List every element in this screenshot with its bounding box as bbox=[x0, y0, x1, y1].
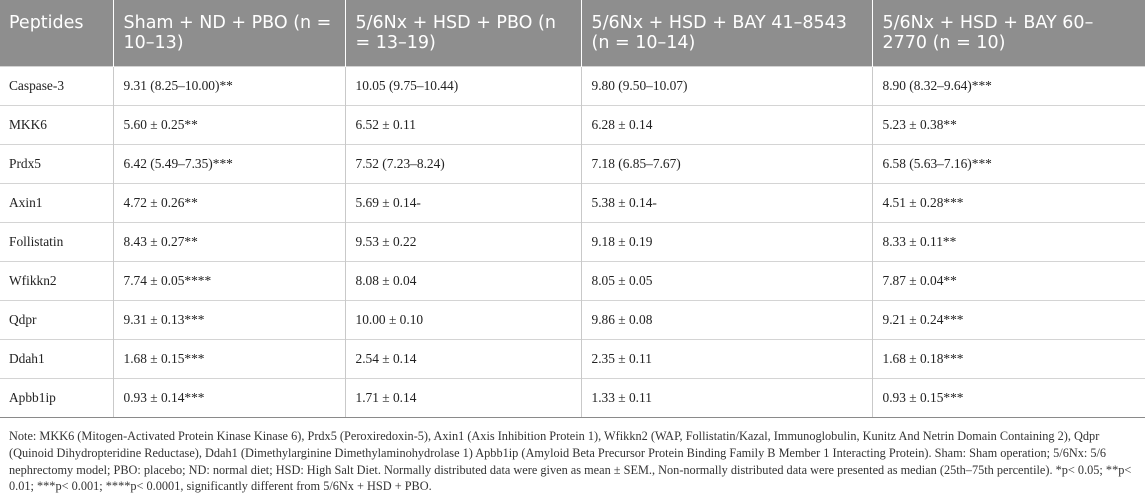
table-row bbox=[0, 144, 1145, 183]
nx-hsd-bay60-cell: 7.87 ± 0.04** bbox=[872, 261, 1145, 300]
nx-hsd-bay41-cell: 7.18 (6.85–7.67) bbox=[581, 144, 872, 183]
header-nx-hsd-bay60: 5/6Nx + HSD + BAY 60–2770 (n = 10) bbox=[872, 0, 1145, 66]
table-body bbox=[0, 66, 1145, 417]
nx-hsd-bay60-cell: 8.33 ± 0.11** bbox=[872, 222, 1145, 261]
sham-nd-pbo-cell: 7.74 ± 0.05**** bbox=[113, 261, 345, 300]
nx-hsd-pbo-cell: 10.05 (9.75–10.44) bbox=[345, 66, 581, 105]
table-row bbox=[0, 339, 1145, 378]
peptide-name-cell: Axin1 bbox=[0, 183, 113, 222]
nx-hsd-pbo-cell: 5.69 ± 0.14- bbox=[345, 183, 581, 222]
nx-hsd-bay60-cell: 5.23 ± 0.38** bbox=[872, 105, 1145, 144]
nx-hsd-bay60-cell: 0.93 ± 0.15*** bbox=[872, 378, 1145, 417]
nx-hsd-pbo-cell: 2.54 ± 0.14 bbox=[345, 339, 581, 378]
table-row bbox=[0, 183, 1145, 222]
header-nx-hsd-bay41: 5/6Nx + HSD + BAY 41–8543 (n = 10–14) bbox=[581, 0, 872, 66]
table-header bbox=[0, 0, 1145, 66]
nx-hsd-bay41-cell: 5.38 ± 0.14- bbox=[581, 183, 872, 222]
table-row bbox=[0, 105, 1145, 144]
nx-hsd-bay41-cell: 9.86 ± 0.08 bbox=[581, 300, 872, 339]
peptide-name-cell: Wfikkn2 bbox=[0, 261, 113, 300]
peptide-name-cell: MKK6 bbox=[0, 105, 113, 144]
table-row bbox=[0, 66, 1145, 105]
sham-nd-pbo-cell: 9.31 ± 0.13*** bbox=[113, 300, 345, 339]
nx-hsd-bay41-cell: 8.05 ± 0.05 bbox=[581, 261, 872, 300]
peptide-name-cell: Follistatin bbox=[0, 222, 113, 261]
nx-hsd-pbo-cell: 6.52 ± 0.11 bbox=[345, 105, 581, 144]
header-sham-nd-pbo: Sham + ND + PBO (n = 10–13) bbox=[113, 0, 345, 66]
nx-hsd-bay41-cell: 6.28 ± 0.14 bbox=[581, 105, 872, 144]
nx-hsd-bay41-cell: 9.80 (9.50–10.07) bbox=[581, 66, 872, 105]
table-row bbox=[0, 261, 1145, 300]
peptide-name-cell: Ddah1 bbox=[0, 339, 113, 378]
nx-hsd-bay60-cell: 8.90 (8.32–9.64)*** bbox=[872, 66, 1145, 105]
table-row bbox=[0, 378, 1145, 417]
header-nx-hsd-pbo: 5/6Nx + HSD + PBO (n = 13–19) bbox=[345, 0, 581, 66]
nx-hsd-bay60-cell: 9.21 ± 0.24*** bbox=[872, 300, 1145, 339]
nx-hsd-bay41-cell: 1.33 ± 0.11 bbox=[581, 378, 872, 417]
peptide-name-cell: Qdpr bbox=[0, 300, 113, 339]
sham-nd-pbo-cell: 9.31 (8.25–10.00)** bbox=[113, 66, 345, 105]
sham-nd-pbo-cell: 0.93 ± 0.14*** bbox=[113, 378, 345, 417]
sham-nd-pbo-cell: 1.68 ± 0.15*** bbox=[113, 339, 345, 378]
peptide-name-cell: Caspase-3 bbox=[0, 66, 113, 105]
table-row bbox=[0, 222, 1145, 261]
nx-hsd-bay60-cell: 6.58 (5.63–7.16)*** bbox=[872, 144, 1145, 183]
nx-hsd-pbo-cell: 8.08 ± 0.04 bbox=[345, 261, 581, 300]
sham-nd-pbo-cell: 8.43 ± 0.27** bbox=[113, 222, 345, 261]
sham-nd-pbo-cell: 6.42 (5.49–7.35)*** bbox=[113, 144, 345, 183]
table-footnote: Note: MKK6 (Mitogen-Activated Protein Kinase Kinase 6), Prdx5 (Peroxiredoxin-5), Axin1 (Axis Inhibition Protein 1), Wfikkn2 (WAP, Follistatin/Kazal, Immunoglobulin, Kunitz And Netrin Domain Containing 2), Qdpr (Quinoid Dihydropteridine Reductase), Ddah1 (Dimethylarginine Dimethylaminohydrolase 1) Apbb1ip (Amyloid Beta Precursor Protein Binding Family B Member 1 Interacting Protein). Sham: Sham operation; 5/6Nx: 5/6 nephrectomy model; PBO: placebo; ND: normal diet; HSD: High Salt Diet. Normally distributed data were given as mean ± SEM., Non-normally distributed data were presented as median (25th–75th percentile). *p< 0.05; **p< 0.01; ***p< 0.001; ****p< 0.0001, significantly different from 5/6Nx + HSD + PBO. bbox=[9, 429, 1132, 494]
header-peptides: Peptides bbox=[9, 13, 84, 33]
nx-hsd-pbo-cell: 9.53 ± 0.22 bbox=[345, 222, 581, 261]
nx-hsd-pbo-cell: 1.71 ± 0.14 bbox=[345, 378, 581, 417]
header-row bbox=[0, 0, 1145, 66]
nx-hsd-bay41-cell: 2.35 ± 0.11 bbox=[581, 339, 872, 378]
peptide-name-cell: Prdx5 bbox=[0, 144, 113, 183]
nx-hsd-bay60-cell: 1.68 ± 0.18*** bbox=[872, 339, 1145, 378]
nx-hsd-pbo-cell: 7.52 (7.23–8.24) bbox=[345, 144, 581, 183]
sham-nd-pbo-cell: 5.60 ± 0.25** bbox=[113, 105, 345, 144]
nx-hsd-pbo-cell: 10.00 ± 0.10 bbox=[345, 300, 581, 339]
nx-hsd-bay60-cell: 4.51 ± 0.28*** bbox=[872, 183, 1145, 222]
nx-hsd-bay41-cell: 9.18 ± 0.19 bbox=[581, 222, 872, 261]
peptide-name-cell: Apbb1ip bbox=[0, 378, 113, 417]
sham-nd-pbo-cell: 4.72 ± 0.26** bbox=[113, 183, 345, 222]
table-row bbox=[0, 300, 1145, 339]
